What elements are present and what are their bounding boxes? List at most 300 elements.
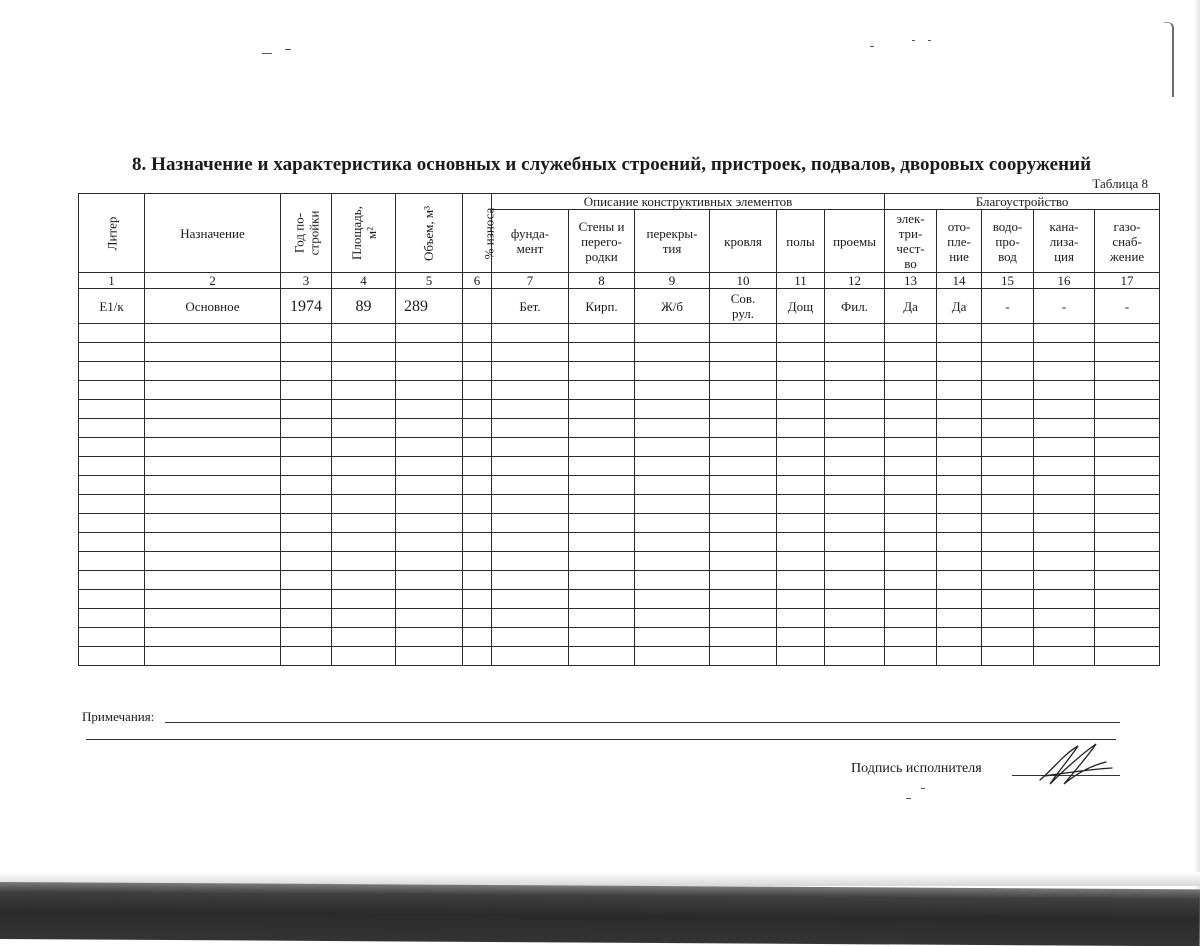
header-year: Год по- стройки <box>281 194 332 273</box>
empty-cell <box>396 457 463 476</box>
empty-cell <box>396 571 463 590</box>
empty-cell <box>145 400 281 419</box>
empty-cell <box>79 647 145 666</box>
empty-cell <box>145 590 281 609</box>
empty-cell <box>937 362 982 381</box>
empty-cell <box>281 324 332 343</box>
empty-cell <box>885 533 937 552</box>
empty-cell <box>332 590 396 609</box>
empty-cell <box>281 533 332 552</box>
signature-label: Подпись исполнителя <box>851 761 982 776</box>
header-roof: кровля <box>710 210 777 273</box>
header-construct-group: Описание конструктивных элементов <box>492 194 885 210</box>
empty-cell <box>825 343 885 362</box>
empty-cell <box>463 495 492 514</box>
empty-cell <box>777 647 825 666</box>
empty-cell <box>982 324 1034 343</box>
empty-cell <box>332 514 396 533</box>
column-number: 7 <box>492 273 569 289</box>
empty-cell <box>937 343 982 362</box>
empty-cell <box>635 514 710 533</box>
cell-wear <box>463 289 492 324</box>
empty-cell <box>825 514 885 533</box>
empty-cell <box>777 438 825 457</box>
empty-cell <box>492 438 569 457</box>
header-row-groups <box>79 194 1160 210</box>
scan-page-edge <box>1194 0 1200 939</box>
empty-cell <box>396 343 463 362</box>
empty-cell <box>825 628 885 647</box>
empty-cell <box>463 476 492 495</box>
empty-cell <box>492 514 569 533</box>
empty-cell <box>79 609 145 628</box>
empty-cell <box>332 324 396 343</box>
empty-cell <box>332 438 396 457</box>
empty-cell <box>710 343 777 362</box>
column-number: 15 <box>982 273 1034 289</box>
empty-cell <box>1034 628 1095 647</box>
empty-cell <box>635 590 710 609</box>
empty-cell <box>492 457 569 476</box>
empty-cell <box>569 628 635 647</box>
column-number: 1 <box>79 273 145 289</box>
header-area: Площадь, м² <box>332 194 396 273</box>
empty-cell <box>281 552 332 571</box>
empty-cell <box>463 647 492 666</box>
empty-cell <box>982 438 1034 457</box>
cell-sewer: - <box>1034 289 1095 324</box>
empty-cell <box>885 400 937 419</box>
empty-row <box>79 628 1160 647</box>
empty-cell <box>463 552 492 571</box>
empty-cell <box>710 514 777 533</box>
empty-row <box>79 381 1160 400</box>
empty-cell <box>1095 628 1160 647</box>
empty-cell <box>825 647 885 666</box>
empty-cell <box>710 647 777 666</box>
empty-cell <box>463 400 492 419</box>
empty-cell <box>145 647 281 666</box>
empty-cell <box>145 609 281 628</box>
empty-cell <box>777 476 825 495</box>
empty-cell <box>569 476 635 495</box>
empty-cell <box>569 590 635 609</box>
empty-cell <box>885 457 937 476</box>
empty-cell <box>982 590 1034 609</box>
header-volume: Объем, м³ <box>396 194 463 273</box>
empty-cell <box>777 419 825 438</box>
empty-cell <box>569 362 635 381</box>
empty-cell <box>825 419 885 438</box>
empty-cell <box>1034 552 1095 571</box>
empty-cell <box>1034 419 1095 438</box>
empty-cell <box>1034 476 1095 495</box>
empty-cell <box>569 552 635 571</box>
header-heating: ото- пле- ние <box>937 210 982 273</box>
empty-cell <box>635 362 710 381</box>
empty-cell <box>281 609 332 628</box>
empty-cell <box>825 590 885 609</box>
empty-cell <box>332 400 396 419</box>
empty-cell <box>79 590 145 609</box>
empty-cell <box>79 381 145 400</box>
empty-cell <box>145 362 281 381</box>
empty-cell <box>885 362 937 381</box>
cell-heating: Да <box>937 289 982 324</box>
empty-row <box>79 400 1160 419</box>
empty-cell <box>710 419 777 438</box>
empty-cell <box>937 476 982 495</box>
empty-cell <box>332 419 396 438</box>
empty-cell <box>332 552 396 571</box>
empty-cell <box>635 552 710 571</box>
empty-cell <box>635 324 710 343</box>
empty-cell <box>396 438 463 457</box>
empty-cell <box>569 533 635 552</box>
empty-cell <box>937 609 982 628</box>
empty-cell <box>777 400 825 419</box>
empty-cell <box>463 571 492 590</box>
column-number: 14 <box>937 273 982 289</box>
empty-cell <box>885 419 937 438</box>
table-number: Таблица 8 <box>1092 176 1148 191</box>
empty-cell <box>885 647 937 666</box>
empty-cell <box>982 571 1034 590</box>
empty-cell <box>1095 495 1160 514</box>
empty-cell <box>463 343 492 362</box>
empty-cell <box>79 457 145 476</box>
empty-cell <box>635 609 710 628</box>
empty-row <box>79 419 1160 438</box>
empty-cell <box>569 324 635 343</box>
empty-cell <box>982 647 1034 666</box>
empty-cell <box>332 476 396 495</box>
empty-cell <box>492 400 569 419</box>
empty-cell <box>396 514 463 533</box>
empty-cell <box>332 571 396 590</box>
empty-row <box>79 514 1160 533</box>
empty-cell <box>982 381 1034 400</box>
empty-cell <box>396 552 463 571</box>
empty-cell <box>492 647 569 666</box>
empty-cell <box>281 495 332 514</box>
column-number: 9 <box>635 273 710 289</box>
empty-cell <box>1034 324 1095 343</box>
empty-cell <box>79 476 145 495</box>
empty-cell <box>463 514 492 533</box>
empty-cell <box>492 476 569 495</box>
cell-roof: Сов. рул. <box>710 289 777 324</box>
empty-cell <box>1034 571 1095 590</box>
empty-cell <box>885 476 937 495</box>
signature-image <box>1030 740 1120 790</box>
empty-cell <box>569 381 635 400</box>
empty-cell <box>332 457 396 476</box>
empty-row <box>79 457 1160 476</box>
empty-cell <box>1095 514 1160 533</box>
empty-cell <box>937 495 982 514</box>
empty-cell <box>1034 609 1095 628</box>
column-number: 16 <box>1034 273 1095 289</box>
empty-cell <box>777 495 825 514</box>
empty-cell <box>145 533 281 552</box>
empty-cell <box>710 324 777 343</box>
empty-cell <box>1034 343 1095 362</box>
empty-cell <box>710 438 777 457</box>
empty-cell <box>281 343 332 362</box>
empty-row <box>79 647 1160 666</box>
empty-cell <box>825 381 885 400</box>
empty-cell <box>1095 400 1160 419</box>
empty-cell <box>79 514 145 533</box>
empty-rows <box>79 324 1160 666</box>
empty-cell <box>1034 381 1095 400</box>
cell-openings: Фил. <box>825 289 885 324</box>
empty-cell <box>332 647 396 666</box>
empty-cell <box>885 552 937 571</box>
empty-cell <box>463 628 492 647</box>
empty-cell <box>825 457 885 476</box>
empty-cell <box>332 609 396 628</box>
column-number: 12 <box>825 273 885 289</box>
cell-floors: Дощ <box>777 289 825 324</box>
empty-cell <box>145 438 281 457</box>
empty-cell <box>825 533 885 552</box>
empty-cell <box>1095 571 1160 590</box>
column-number: 3 <box>281 273 332 289</box>
empty-cell <box>710 533 777 552</box>
empty-row <box>79 571 1160 590</box>
empty-cell <box>1095 533 1160 552</box>
column-number: 8 <box>569 273 635 289</box>
cell-area: 89 <box>332 289 396 324</box>
empty-cell <box>569 343 635 362</box>
empty-cell <box>635 533 710 552</box>
empty-cell <box>281 419 332 438</box>
header-walls: Стены и перего- родки <box>569 210 635 273</box>
empty-cell <box>396 476 463 495</box>
empty-cell <box>463 324 492 343</box>
empty-cell <box>332 362 396 381</box>
empty-row <box>79 324 1160 343</box>
empty-cell <box>281 457 332 476</box>
empty-cell <box>332 381 396 400</box>
empty-cell <box>281 571 332 590</box>
empty-cell <box>145 495 281 514</box>
empty-cell <box>777 457 825 476</box>
empty-cell <box>145 324 281 343</box>
empty-cell <box>569 438 635 457</box>
empty-cell <box>396 419 463 438</box>
empty-cell <box>825 438 885 457</box>
cell-foundation: Бет. <box>492 289 569 324</box>
empty-cell <box>710 476 777 495</box>
empty-cell <box>1034 362 1095 381</box>
empty-cell <box>885 495 937 514</box>
empty-cell <box>635 438 710 457</box>
empty-cell <box>396 590 463 609</box>
empty-cell <box>825 552 885 571</box>
column-number: 4 <box>332 273 396 289</box>
empty-cell <box>396 628 463 647</box>
empty-cell <box>982 476 1034 495</box>
empty-cell <box>710 628 777 647</box>
column-number: 10 <box>710 273 777 289</box>
empty-cell <box>982 400 1034 419</box>
empty-cell <box>937 438 982 457</box>
empty-cell <box>281 438 332 457</box>
empty-cell <box>396 533 463 552</box>
header-sewer: кана- лиза- ция <box>1034 210 1095 273</box>
empty-cell <box>569 514 635 533</box>
header-water: водо- про- вод <box>982 210 1034 273</box>
header-electricity: элек- три- чест- во <box>885 210 937 273</box>
empty-cell <box>569 495 635 514</box>
empty-cell <box>1095 362 1160 381</box>
empty-cell <box>332 495 396 514</box>
empty-row <box>79 552 1160 571</box>
empty-cell <box>937 381 982 400</box>
empty-cell <box>1095 647 1160 666</box>
header-amenities-group: Благоустройство <box>885 194 1160 210</box>
empty-cell <box>777 552 825 571</box>
empty-cell <box>982 457 1034 476</box>
empty-cell <box>937 571 982 590</box>
table-row <box>79 289 1160 324</box>
empty-cell <box>463 590 492 609</box>
empty-cell <box>885 571 937 590</box>
header-gas: газо- снаб- жение <box>1095 210 1160 273</box>
page-title: 8. Назначение и характеристика основных и служебных строений, пристроек, подвалов, дворовых сооружений <box>132 154 1092 175</box>
empty-cell <box>281 514 332 533</box>
empty-cell <box>145 343 281 362</box>
cell-electricity: Да <box>885 289 937 324</box>
empty-cell <box>396 324 463 343</box>
empty-cell <box>777 362 825 381</box>
empty-cell <box>1095 419 1160 438</box>
empty-cell <box>885 438 937 457</box>
empty-cell <box>492 324 569 343</box>
empty-cell <box>825 571 885 590</box>
column-number: 17 <box>1095 273 1160 289</box>
empty-cell <box>463 419 492 438</box>
empty-cell <box>982 362 1034 381</box>
empty-cell <box>79 343 145 362</box>
empty-cell <box>569 609 635 628</box>
empty-cell <box>1034 590 1095 609</box>
empty-cell <box>937 590 982 609</box>
empty-cell <box>635 419 710 438</box>
empty-cell <box>635 495 710 514</box>
empty-cell <box>777 324 825 343</box>
notes-line <box>165 722 1120 723</box>
empty-cell <box>79 571 145 590</box>
empty-cell <box>492 419 569 438</box>
column-number: 2 <box>145 273 281 289</box>
cell-volume: 289 <box>396 289 463 324</box>
cell-liter: Е1/к <box>79 289 145 324</box>
empty-cell <box>492 362 569 381</box>
empty-cell <box>79 628 145 647</box>
empty-cell <box>281 590 332 609</box>
empty-cell <box>777 571 825 590</box>
empty-cell <box>937 533 982 552</box>
cell-gas: - <box>1095 289 1160 324</box>
empty-cell <box>635 476 710 495</box>
empty-cell <box>937 400 982 419</box>
empty-cell <box>885 324 937 343</box>
empty-cell <box>463 381 492 400</box>
empty-cell <box>492 533 569 552</box>
column-number: 11 <box>777 273 825 289</box>
empty-cell <box>463 362 492 381</box>
cell-water: - <box>982 289 1034 324</box>
empty-row <box>79 362 1160 381</box>
empty-row <box>79 609 1160 628</box>
empty-cell <box>937 324 982 343</box>
empty-cell <box>569 400 635 419</box>
empty-cell <box>79 362 145 381</box>
empty-cell <box>492 552 569 571</box>
empty-cell <box>710 495 777 514</box>
cell-purpose: Основное <box>145 289 281 324</box>
empty-cell <box>825 495 885 514</box>
empty-cell <box>710 381 777 400</box>
empty-cell <box>396 362 463 381</box>
empty-cell <box>937 457 982 476</box>
empty-cell <box>79 495 145 514</box>
empty-cell <box>79 533 145 552</box>
empty-cell <box>463 457 492 476</box>
empty-row <box>79 590 1160 609</box>
empty-cell <box>710 609 777 628</box>
empty-cell <box>281 476 332 495</box>
cell-walls: Кирп. <box>569 289 635 324</box>
empty-cell <box>1034 438 1095 457</box>
empty-cell <box>396 400 463 419</box>
empty-cell <box>1095 590 1160 609</box>
empty-cell <box>396 609 463 628</box>
column-number: 6 <box>463 273 492 289</box>
empty-cell <box>710 571 777 590</box>
empty-cell <box>145 514 281 533</box>
empty-cell <box>982 495 1034 514</box>
empty-cell <box>777 628 825 647</box>
empty-cell <box>885 514 937 533</box>
empty-cell <box>396 381 463 400</box>
empty-cell <box>463 533 492 552</box>
empty-cell <box>1095 552 1160 571</box>
empty-cell <box>710 400 777 419</box>
empty-cell <box>569 647 635 666</box>
empty-cell <box>492 628 569 647</box>
empty-cell <box>885 628 937 647</box>
column-number: 13 <box>885 273 937 289</box>
empty-cell <box>635 571 710 590</box>
empty-cell <box>145 381 281 400</box>
empty-cell <box>710 457 777 476</box>
empty-cell <box>79 552 145 571</box>
empty-cell <box>145 476 281 495</box>
empty-cell <box>885 343 937 362</box>
empty-cell <box>1034 514 1095 533</box>
empty-cell <box>463 609 492 628</box>
column-number-row <box>79 273 1160 289</box>
empty-cell <box>463 438 492 457</box>
empty-cell <box>982 609 1034 628</box>
empty-cell <box>145 571 281 590</box>
empty-cell <box>281 628 332 647</box>
